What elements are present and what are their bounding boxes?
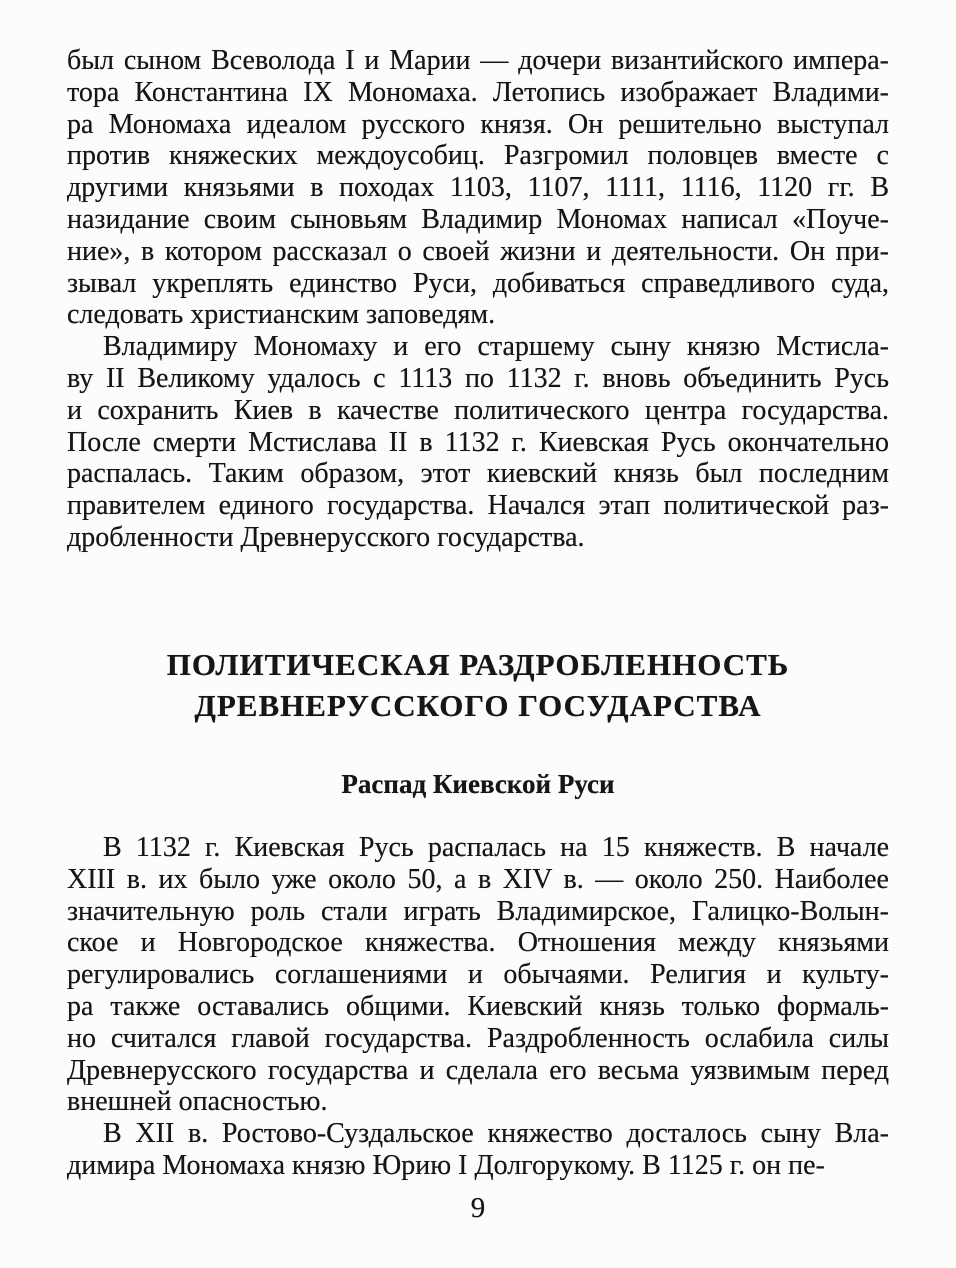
text-line: был сыном Всеволода I и Марии — дочери византийского импера- — [67, 45, 889, 76]
text-line: Владимиру Мономаху и его старшему сыну князю Мстисла- — [103, 331, 889, 363]
section-paragraphs — [67, 832, 889, 1182]
text-line: В 1132 г. Киевская Русь распалась на 15 княжеств. В начале — [103, 832, 889, 863]
section-heading: Распад Киевской Руси — [341, 769, 615, 799]
paragraph — [67, 832, 889, 1118]
text-line: В XII в. Ростово-Суздальское княжество досталось сыну Вла- — [103, 1118, 889, 1150]
intro-paragraphs — [67, 45, 889, 554]
text-line: После смерти Мстислава II в 1132 г. Киевская Русь окончательно — [67, 426, 889, 458]
text-line: регулировались соглашениями и обычаями. Религия и культу- — [67, 959, 889, 991]
text-line: и сохранить Киев в качестве политического центра государства. — [67, 394, 889, 426]
text-line: дробленности Древнерусского государства. — [67, 521, 585, 553]
text-line: назидание своим сыновьям Владимир Мономах написал «Поуче- — [67, 203, 889, 235]
text-line: ское и Новгородское княжества. Отношения между князьями — [67, 927, 889, 959]
text-line: Древнерусского государства и сделала его весьма уязвимым перед — [67, 1054, 889, 1086]
paragraph — [67, 331, 889, 554]
text-line: значительную роль стали играть Владимирское, Галицко-Волын- — [67, 895, 889, 927]
chapter-heading-line-2: ДРЕВНЕРУССКОГО ГОСУДАРСТВА — [194, 688, 762, 723]
page-number: 9 — [470, 1192, 486, 1224]
text-line: против княжеских междоусобиц. Разгромил половцев вместе с — [67, 140, 889, 172]
paragraph — [67, 45, 889, 331]
text-line: ву II Великому удалось с 1113 по 1132 г. вновь объединить Русь — [67, 362, 889, 394]
text-line: ние», в котором рассказал о своей жизни и деятельности. Он при- — [67, 235, 889, 267]
text-line: зывал укреплять единство Руси, добиваться справедливого суда, — [67, 267, 889, 299]
chapter-heading — [0, 644, 956, 726]
text-line: распалась. Таким образом, этот киевский князь был последним — [67, 458, 889, 490]
chapter-heading-line-1: ПОЛИТИЧЕСКАЯ РАЗДРОБЛЕННОСТЬ — [166, 647, 790, 682]
text-line: тора Константина IX Мономаха. Летопись изображает Владими- — [67, 76, 889, 108]
paragraph — [67, 1118, 889, 1182]
text-line: XIII в. их было уже около 50, а в XIV в. — около 250. Наиболее — [67, 863, 889, 895]
text-line: ра Мономаха идеалом русского князя. Он решительно выступал — [67, 108, 889, 140]
text-line: следовать христианским заповедям. — [67, 299, 496, 331]
text-line: ра также оставались общими. Киевский князь только формаль- — [67, 990, 889, 1022]
text-line: другими князьями в походах 1103, 1107, 1111, 1116, 1120 гг. В — [67, 172, 889, 204]
text-line: внешней опасностью. — [67, 1086, 328, 1118]
text-line: но считался главой государства. Раздробленность ослабила силы — [67, 1022, 889, 1054]
text-line: димира Мономаха князю Юрию I Долгорукому. В 1125 г. он пе- — [67, 1149, 825, 1181]
text-line: правителем единого государства. Начался этап политической раз- — [67, 490, 889, 522]
